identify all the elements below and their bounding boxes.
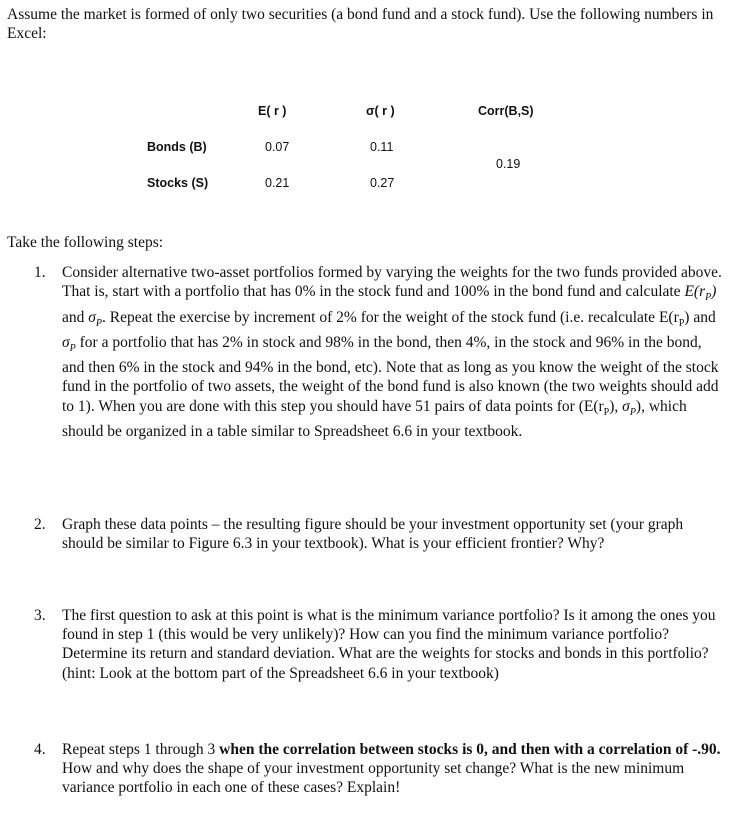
step-text: Graph these data points – the resulting figure should be your investment opportunity set (your graph should be similar to Figure 6.3 in your textbook). What is your efficient frontier? Why? (62, 516, 684, 553)
step-1 (34, 263, 724, 441)
bonds-expected-return: 0.07 (265, 140, 290, 154)
step-text: Consider alternative two-asset portfolios formed by varying the weights for the two funds provided above. That is, start with a portfolio that has 0% in the stock fund and 100% in the bond fund and calculate $E(r_P)$ and $\sigma_P$. Repeat the exercise by increment of 2% for the weight of the stock fund (i.e. recalculate $E(r_P)$ and $\sigma_P$ for a portfolio that has 2% in stock and 98% in the bond, then 4%, in the stock and 96% in the bond, and then 6% in the stock and 94% in the bond, etc). Note that as long as you know the weight of the stock fund in the portfolio of two assets, the weight of the bond fund is also known (the two weights should add to 1). When you are done with this step you should have 51 pairs of data points for ($E(r_P)$, $\sigma_P$), which should be organized in a table similar to Spreadsheet 6.6 in your textbook. (62, 264, 722, 440)
step-number: 2. (34, 516, 46, 533)
step-4 (34, 740, 724, 798)
row-label-bonds: Bonds (B) (147, 140, 207, 154)
step-number: 4. (34, 741, 46, 758)
step-2 (34, 515, 724, 553)
step-number: 1. (34, 264, 46, 281)
header-std-dev: σ( r ) (366, 104, 395, 118)
correlation-value: 0.19 (496, 157, 521, 171)
step-number: 3. (34, 607, 46, 624)
bold-emphasis: when the correlation between stocks is 0, and then with a correlation of -.90. (219, 741, 721, 758)
row-label-stocks: Stocks (S) (147, 176, 209, 190)
stocks-expected-return: 0.21 (265, 176, 290, 190)
step-3 (34, 606, 724, 683)
step-text: Repeat steps 1 through 3 when the correlation between stocks is 0, and then with a correlation of -.90. How and why does the shape of your investment opportunity set change? What is the new minimum variance portfolio in each one of these cases? Explain! (62, 741, 721, 797)
stocks-std-dev: 0.27 (370, 176, 395, 190)
intro-paragraph: Assume the market is formed of only two securities (a bond fund and a stock fund). Use the following numbers in Excel: (7, 6, 714, 42)
header-correlation: Corr(B,S) (478, 104, 534, 118)
step-text: The first question to ask at this point is what is the minimum variance portfolio? Is it among the ones you found in step 1 (this would be very unlikely)? How can you find the minimum variance portfolio? Determine its return and standard deviation. What are the weights for stocks and bonds in this portfolio? (hint: Look at the bottom part of the Spreadsheet 6.6 in your textbook) (62, 607, 716, 682)
header-expected-return: E( r ) (258, 104, 287, 118)
steps-title: Take the following steps: (7, 234, 164, 251)
bonds-std-dev: 0.11 (370, 140, 394, 154)
